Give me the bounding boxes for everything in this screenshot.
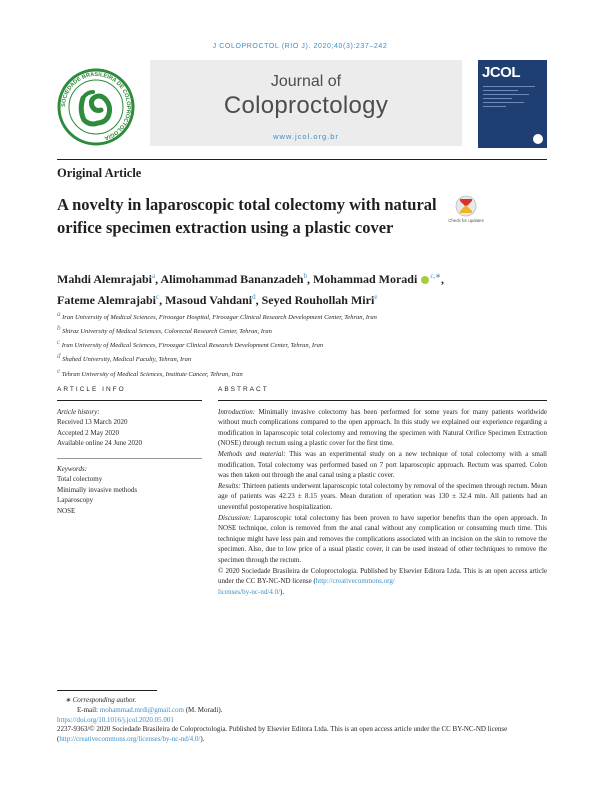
crossmark-label: Check for updates bbox=[448, 218, 484, 223]
footnote-rule bbox=[57, 690, 157, 691]
footnotes bbox=[57, 696, 547, 745]
journal-title-line1: Journal of bbox=[270, 73, 342, 90]
abstract-introduction: Introduction: Minimally invasive colectomy has been performed for some years for many patients worldwide without much complications compared to the open approach. In this study we explained our experience regarding a modification in laparoscopic total colectomy and removing the specimen with Natural Orifice Specimen Extraction (NOSE) through rectum using a plastic cover for the first time. bbox=[218, 407, 547, 448]
crossmark-check-for-updates-icon[interactable] bbox=[448, 194, 484, 228]
license-link-cont[interactable]: licenses/by-nc-nd/4.0/ bbox=[218, 587, 281, 596]
journal-masthead bbox=[150, 60, 462, 146]
doi-link[interactable]: https://doi.org/10.1016/j.jcol.2020.05.001 bbox=[57, 715, 174, 724]
orcid-icon[interactable] bbox=[421, 276, 429, 284]
author-list: Mahdi Alemrajabi$^a$, Alimohammad Bananzadeh$^b$, Mohammad Moradi $^{c,∗}$, Fateme Alemrajabi$^c$, Masoud Vahdani$^d$, Seyed Rouhollah Miri$^e$ bbox=[57, 272, 445, 307]
abstract-methods: Methods and material: This was an experimental study on a new technique of total colectomy with a small modification. Total colectomy was performed based on 7 port laparoscopic approach. Rectum was sparred. Colon was then taken out through the anal canal using a plastic cover. bbox=[218, 449, 547, 480]
affiliation-item: $^a$ Iran University of Medical Sciences, Firoozgar Hospital, Firoozgar Clinical Research Development Center, Tehran, Iran bbox=[57, 310, 377, 322]
keyword-item: Laparoscopy bbox=[57, 496, 94, 504]
email-line: E-mail: mohammad.mrdi@gmail.com (M. Moradi). bbox=[77, 705, 223, 714]
society-seal-logo bbox=[57, 68, 135, 146]
author-name: Masoud Vahdani bbox=[165, 293, 253, 307]
author-name: Mohammad Moradi bbox=[312, 272, 418, 286]
abstract-column bbox=[218, 385, 547, 597]
keywords-label: Keywords: bbox=[57, 464, 88, 473]
affiliation-list bbox=[57, 309, 547, 380]
cover-badge-icon bbox=[533, 134, 543, 144]
article-info-heading: ARTICLE INFO bbox=[57, 386, 126, 393]
history-received: Received 13 March 2020 bbox=[57, 418, 128, 426]
history-accepted: Accepted 2 May 2020 bbox=[57, 428, 120, 437]
issn-license-line: 2237-9363/© 2020 Sociedade Brasileira de Coloproctologia. Published by Elsevier Editora Ltda. This is an open access article under the CC BY-NC-ND license (http://creativecommons.org/licenses/by-nc-nd/4.0/). bbox=[57, 725, 508, 744]
svg-text:SOCIEDADE BRASILEIRA DE COLOPR bbox=[61, 72, 131, 141]
history-online: Available online 24 June 2020 bbox=[57, 439, 143, 447]
article-info-rule bbox=[57, 400, 202, 401]
abstract-heading: ABSTRACT bbox=[218, 386, 269, 393]
affiliation-item: $^d$ Shahed University, Medical Faculty, Tehran, Iran bbox=[57, 352, 192, 364]
affiliation-item: $^e$ Tehran University of Medical Sciences, Institute Cancer, Tehran, Iran bbox=[57, 366, 243, 378]
article-title: A novelty in laparoscopic total colectomy with natural orifice specimen extraction using a plastic cover bbox=[57, 195, 437, 237]
header-rule bbox=[57, 159, 547, 160]
author-name: Mahdi Alemrajabi bbox=[57, 272, 152, 286]
history-label: Article history: bbox=[57, 407, 100, 416]
article-type: Original Article bbox=[57, 166, 142, 180]
email-link[interactable]: mohammad.mrdi@gmail.com bbox=[99, 705, 184, 714]
abstract-results: Results: Thirteen patients underwent laparoscopic total colectomy by removal of the specimen through rectum. Mean age of patients was 42.23 ± 8.15 years. Mean duration of operation was 130 ± 32.4 min. All patients had an uneventful postoperative hospitalization. bbox=[218, 481, 547, 511]
seal-text: SOCIEDADE BRASILEIRA DE COLOPROCTOLOGIA bbox=[60, 71, 132, 141]
author-name: Alimohammad Bananzadeh bbox=[160, 272, 304, 286]
author-name: Fateme Alemrajabi bbox=[57, 293, 156, 307]
keywords-rule bbox=[57, 458, 202, 459]
license-link[interactable]: http://creativecommons.org/ bbox=[315, 577, 395, 586]
abstract-discussion: Discussion: Laparoscopic total colectomy has been proven to have superior benefits than the open approach. In NOSE technique, colon is removed from the anal canal without any complication or consuming much time. This technique might have less pain and removes the complications associated with an incision on the skin to remove the specimen. Also, due to low price of a usual plastic cover, it can be used instead of other techniques to remove the specimen through the rectum. bbox=[218, 513, 547, 564]
cover-lines bbox=[483, 86, 541, 110]
corresponding-author-note: ∗ Corresponding author. bbox=[65, 696, 137, 704]
running-head: J COLOPROCTOL (RIO J). 2020;40(3):237–242 bbox=[212, 43, 388, 50]
journal-url-link[interactable]: www.jcol.org.br bbox=[273, 132, 339, 141]
issn-license-link[interactable]: http://creativecommons.org/licenses/by-nc-nd/4.0/ bbox=[59, 735, 201, 744]
cover-title: JCOL bbox=[482, 64, 521, 81]
author-name: Seyed Rouhollah Miri bbox=[261, 293, 375, 307]
affiliation-item: $^b$ Shiraz University of Medical Sciences, Colorectal Research Center, Tehran, Iran bbox=[57, 324, 272, 336]
keyword-item: NOSE bbox=[57, 506, 76, 515]
journal-title-line2: Coloproctology bbox=[223, 92, 389, 119]
abstract-copyright: © 2020 Sociedade Brasileira de Coloproctologia. Published by Elsevier Editora Ltda. This is an open access article under the CC BY-NC-ND license (http://creativecommons.org/ licenses/by-nc-nd/4.0/). bbox=[218, 566, 547, 596]
journal-cover-thumbnail bbox=[478, 60, 547, 148]
affiliation-item: $^c$ Iran University of Medical Sciences, Firoozgar Clinical Research Development Center, Tehran, Iran bbox=[57, 338, 324, 350]
keyword-item: Minimally invasive methods bbox=[57, 485, 138, 494]
keyword-item: Total colectomy bbox=[57, 475, 103, 483]
article-info-column bbox=[57, 385, 202, 516]
abstract-rule bbox=[218, 400, 547, 401]
